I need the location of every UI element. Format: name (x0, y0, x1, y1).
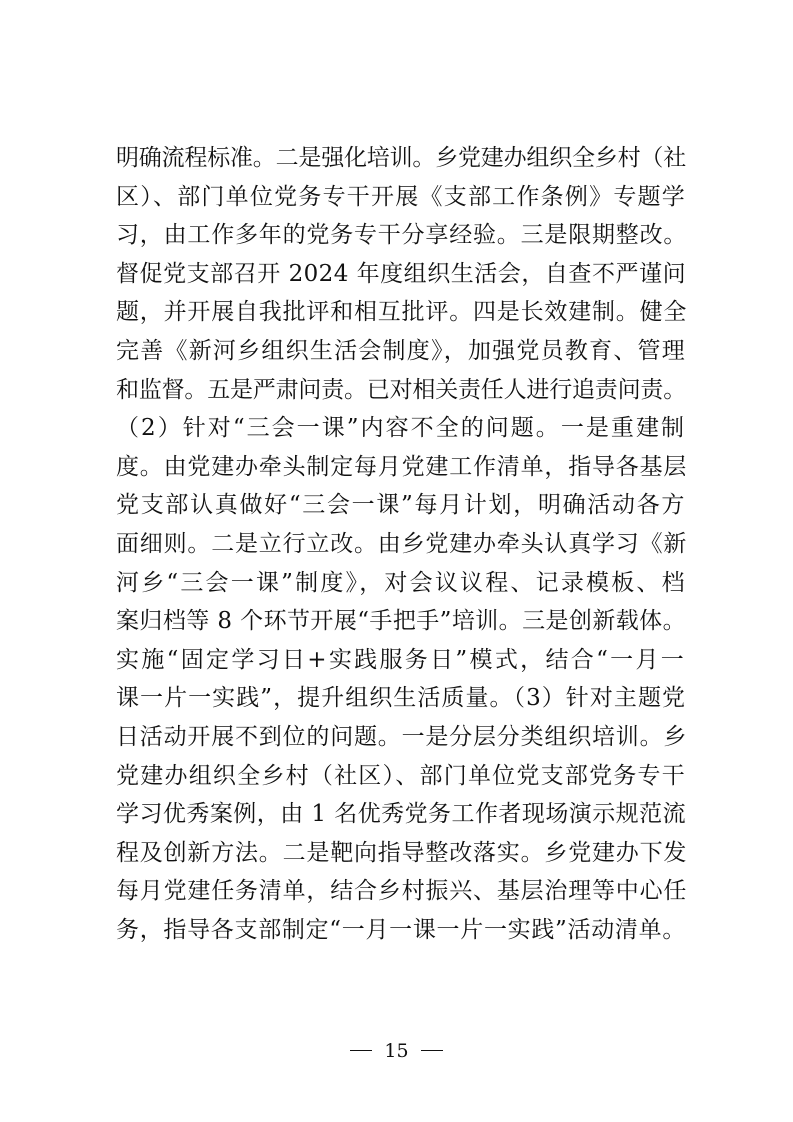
text-line-20: 每月党建任务清单，结合乡村振兴、基层治理等中心任 (116, 878, 688, 905)
text-line-14: 实施“固定学习日+实践服务日”模式，结合“一月一 (116, 646, 686, 673)
text-line-17: 党建办组织全乡村（社区）、部门单位党支部党务专干 (116, 762, 686, 789)
text-line-12: 河乡“三会一课”制度》，对会议议程、记录模板、档 (116, 569, 687, 596)
text-line-6: 完善《新河乡组织生活会制度》，加强党员教育、管理 (116, 337, 686, 364)
text-line-7: 和监督。五是严肃问责。已对相关责任人进行追责问责。 (116, 376, 687, 403)
text-line-16: 日活动开展不到位的问题。一是分层分类组织培训。乡 (116, 723, 688, 750)
text-line-5: 题，并开展自我批评和相互批评。四是长效建制。健全 (116, 299, 688, 326)
left-dash (350, 1050, 372, 1051)
text-line-3: 习，由工作多年的党务专干分享经验。三是限期整改。 (116, 222, 688, 249)
text-line-1: 明确流程标准。二是强化培训。乡党建办组织全乡村（社 (116, 145, 687, 171)
text-line-13: 案归档等 8 个环节开展“手把手”培训。三是创新载体。 (116, 608, 686, 635)
page-number: 15 (384, 1039, 409, 1062)
page-footer (0, 1036, 793, 1062)
right-dash (421, 1050, 443, 1051)
text-line-4: 督促党支部召开 2024 年度组织生活会，自查不严谨问 (116, 260, 686, 287)
text-line-18: 学习优秀案例，由 1 名优秀党务工作者现场演示规范流 (116, 801, 686, 828)
text-line-9: 度。由党建办牵头制定每月党建工作清单，指导各基层 (116, 453, 688, 480)
text-line-11: 面细则。二是立行立改。由乡党建办牵头认真学习《新 (116, 530, 688, 557)
text-line-21: 务，指导各支部制定“一月一课一片一实践”活动清单。 (116, 916, 687, 943)
text-line-10: 党支部认真做好“三会一课”每月计划，明确活动各方 (116, 492, 686, 519)
text-line-15: 课一片一实践”，提升组织生活质量。（3）针对主题党 (116, 685, 686, 712)
text-line-8: （2）针对“三会一课”内容不全的问题。一是重建制 (116, 415, 686, 442)
body-text (116, 139, 686, 949)
text-line-2: 区）、部门单位党务专干开展《支部工作条例》专题学 (116, 183, 686, 210)
text-line-19: 程及创新方法。二是靶向指导整改落实。乡党建办下发 (116, 839, 688, 866)
